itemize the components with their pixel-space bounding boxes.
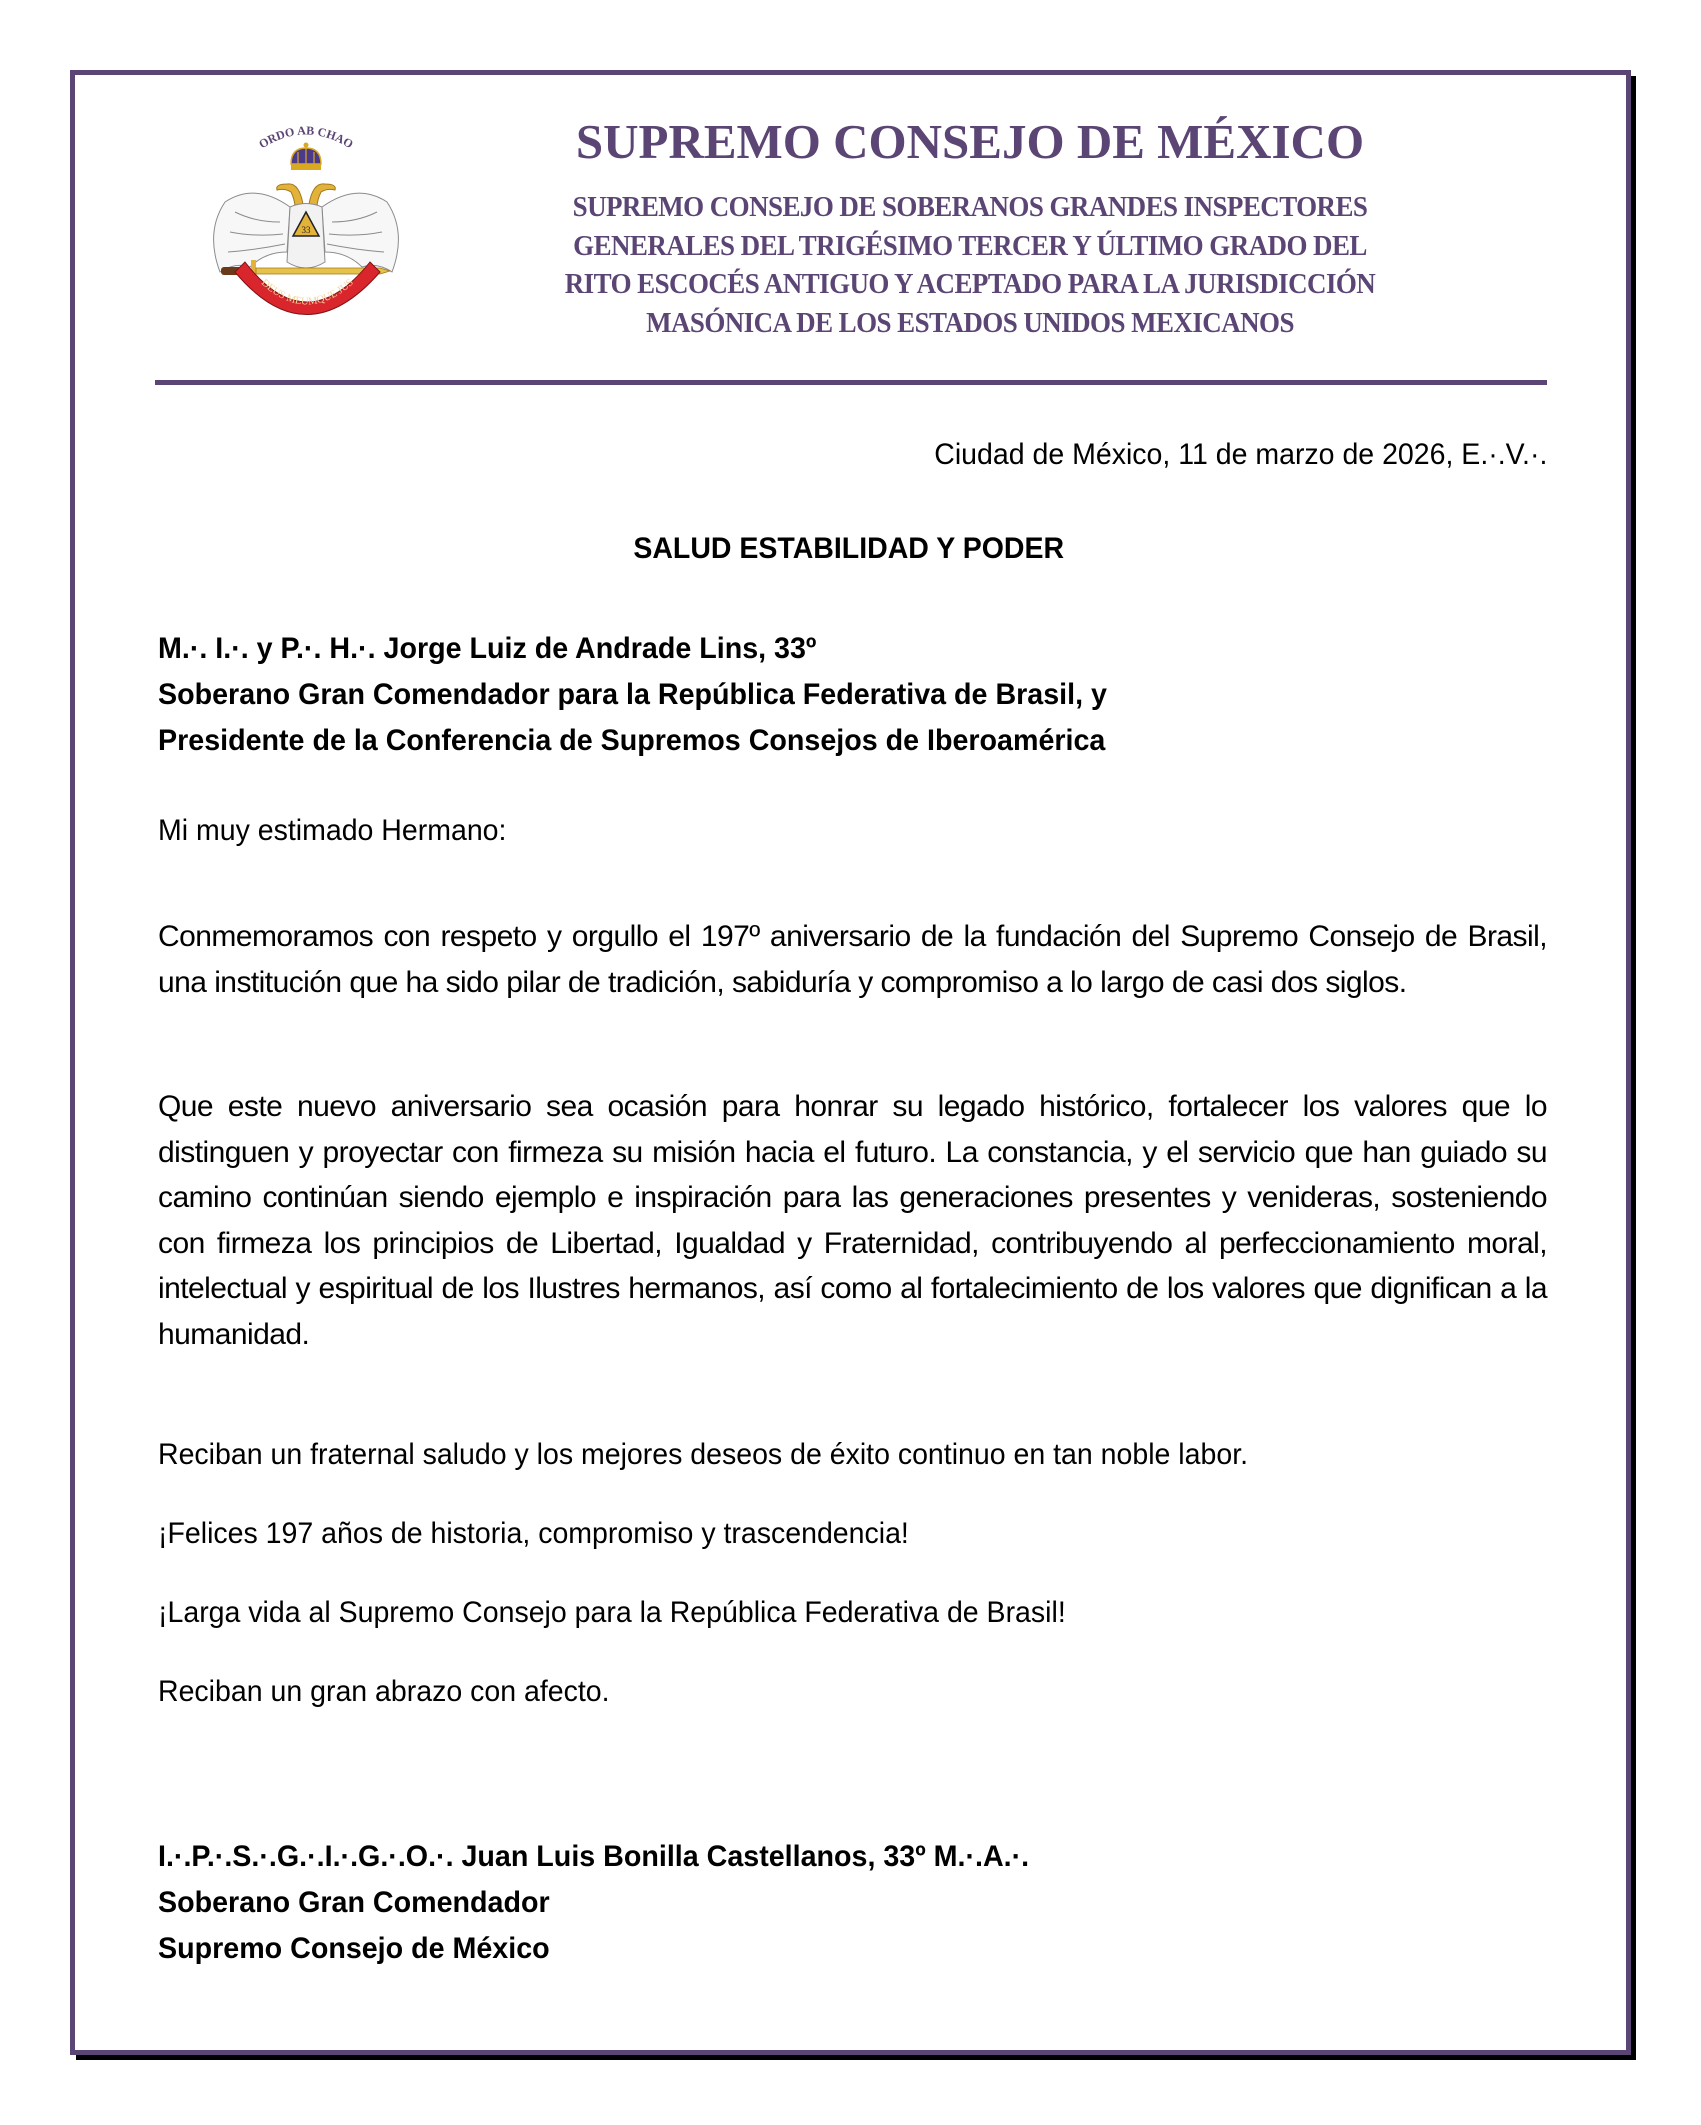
signatory-organization: Supremo Consejo de México [158,1932,550,1965]
closing-line: Reciban un gran abrazo con afecto. [158,1675,610,1708]
double-headed-eagle-logo [195,112,417,334]
svg-text:DEUS MEUMQUE JUS: DEUS MEUMQUE JUS [258,277,356,308]
closing-line: ¡Felices 197 años de historia, compromiso y trascendencia! [158,1517,909,1550]
svg-text:33: 33 [301,225,311,235]
signatory-title: Soberano Gran Comendador [158,1886,550,1919]
body-paragraph: Que este nuevo aniversario sea ocasión para honrar su legado histórico, fortalecer los valores que lo distinguen y proyectar con firmeza su misión hacia el futuro. La constancia, y el servicio que han guiado su camino continúan siendo ejemplo e inspiración para las generaciones presentes y venideras, sosteniendo con firmeza los principios de Libertad, Igualdad y Fraternidad, contribuyendo al perfeccionamiento moral, intelectual y espiritual de los Ilustres hermanos, así como al fortalecimiento de los valores que dignifican a la humanidad. [158,1090,1547,1351]
organization-title: SUPREMO CONSEJO DE MÉXICO [575,114,1365,169]
recipient-title: Presidente de la Conferencia de Supremos Consejos de Iberoamérica [158,724,1106,757]
recipient-title: Soberano Gran Comendador para la República Federativa de Brasil, y [158,678,1107,711]
header-divider [155,380,1547,385]
signatory-name: I.·.P.·.S.·.G.·.I.·.G.·.O.·. Juan Luis Bonilla Castellanos, 33º M.·.A.·. [158,1840,1030,1873]
closing-line: Reciban un fraternal saludo y los mejores deseos de éxito continuo en tan noble labor. [158,1438,1249,1471]
closing-line: ¡Larga vida al Supremo Consejo para la República Federativa de Brasil! [158,1596,1066,1629]
greeting: Mi muy estimado Hermano: [158,814,507,847]
logo-motto-top: ORDO AB CHAO [256,123,356,152]
salutation-heading [0,532,1701,566]
organization-subtitle [505,188,1435,342]
crown-icon [291,143,321,171]
signature-block [158,1834,1029,1972]
date-line: Ciudad de México, 11 de marzo de 2026, E.·.V.·. [933,438,1547,471]
letterhead [470,112,1470,342]
recipient-name: M.·. I.·. y P.·. H.·. Jorge Luiz de Andrade Lins, 33º [158,632,817,665]
body-paragraph: Conmemoramos con respeto y orgullo el 197º aniversario de la fundación del Supremo Consejo de Brasil, una institución que ha sido pilar de tradición, sabiduría y compromiso a lo largo de casi dos siglos. [158,920,1547,999]
subtitle-line: MASÓNICA DE LOS ESTADOS UNIDOS MEXICANOS [646,306,1294,339]
subtitle-line: RITO ESCOCÉS ANTIGUO Y ACEPTADO PARA LA JURISDICCIÓN [564,268,1376,300]
subtitle-line: SUPREMO CONSEJO DE SOBERANOS GRANDES INSPECTORES [572,191,1368,223]
salutation-heading-text: SALUD ESTABILIDAD Y PODER [633,532,1064,565]
recipient-block [158,626,1107,764]
subtitle-line: GENERALES DEL TRIGÉSIMO TERCER Y ÚLTIMO GRADO DEL [573,229,1367,262]
page-border [70,70,1631,2055]
